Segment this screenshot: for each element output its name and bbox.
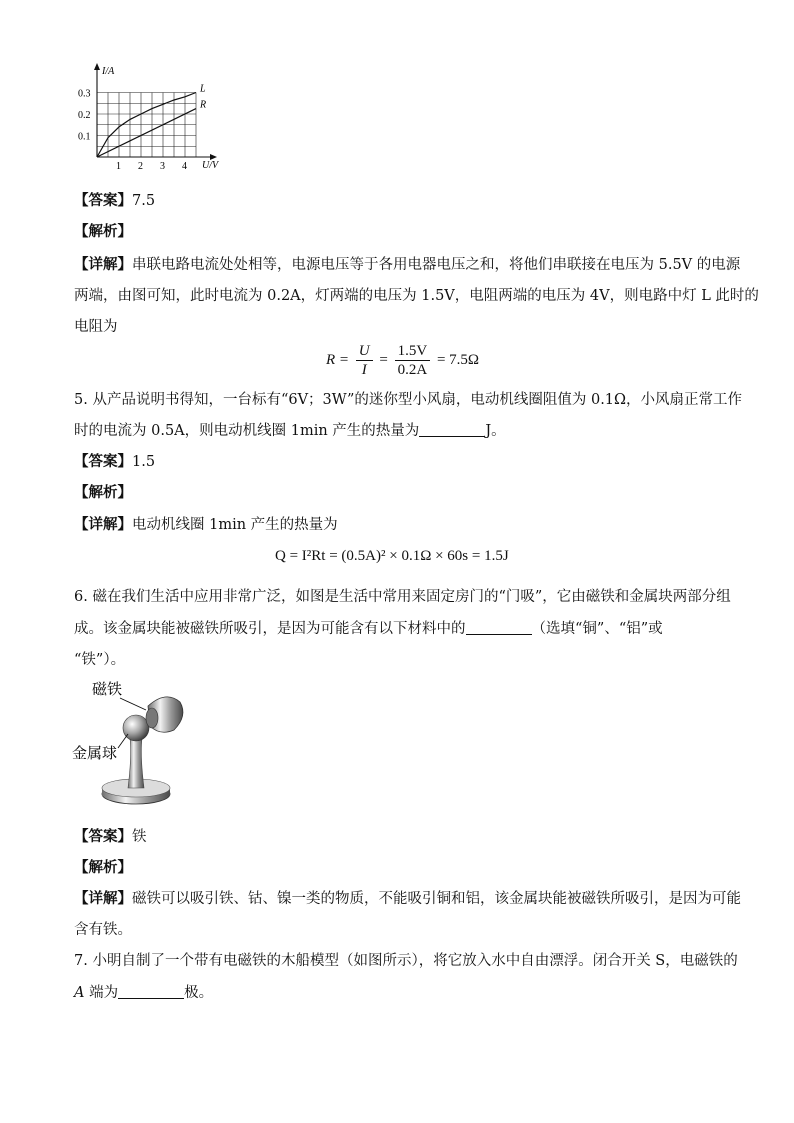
q6-answer: 【答案】铁: [74, 828, 147, 845]
stopper-stem: [128, 738, 144, 788]
q6-question-line2: 成。该金属块能被磁铁所吸引，是因为可能含有以下材料中的 （选填“铜”、“铝”或: [74, 621, 663, 637]
q4-detail-line1: 【详解】串联电路电流处处相等，电源电压等于各用电器电压之和，将他们串联接在电压为 5.5V 的电源: [74, 256, 741, 273]
q4-formula: R = $\frac{U}{I}$ = $\frac{1.5V}{0.2A}$ = 7.5Ω: [326, 343, 480, 378]
q5-answer: 【答案】1.5: [74, 453, 156, 470]
q6-question-line3: “铁”）。: [74, 652, 126, 668]
x-axis-label: U/V: [202, 160, 219, 171]
q5-blank: [419, 422, 485, 437]
q7-blank: [118, 984, 184, 999]
graph-grid: [97, 93, 196, 158]
x-tick-label: 3: [160, 161, 165, 172]
series-label-L: L: [200, 83, 206, 95]
q4-analysis: 【解析】: [74, 223, 132, 240]
label-metal-ball: 金属球: [72, 746, 118, 762]
iu-graph: [70, 60, 230, 175]
q6-blank: [466, 620, 532, 635]
q5-question-line2: 时的电流为 0.5A，则电动机线圈 1min 产生的热量为 J。: [74, 423, 506, 439]
q4-detail-line3: 电阻为: [74, 319, 118, 335]
y-axis-label: I/A: [102, 66, 115, 77]
series-line-R: [97, 109, 196, 157]
door-stopper-illustration: [70, 676, 200, 816]
q5-formula: Q = I²Rt = (0.5A)² × 0.1Ω × 60s = 1.5J: [275, 548, 509, 564]
metal-ball: [123, 715, 149, 741]
series-label-R: R: [200, 99, 207, 111]
y-tick-label: 0.2: [78, 110, 91, 121]
q4-answer: 【答案】7.5: [74, 192, 156, 209]
q6-analysis: 【解析】: [74, 859, 132, 876]
q6-detail-line1: 【详解】磁铁可以吸引铁、钴、镍一类的物质，不能吸引铜和铝，该金属块能被磁铁所吸引，是因为可能: [74, 890, 741, 907]
x-tick-label: 4: [182, 161, 187, 172]
x-tick-label: 2: [138, 161, 143, 172]
q6-detail-line2: 含有铁。: [74, 922, 132, 938]
q7-question-line1: 7. 小明自制了一个带有电磁铁的木船模型（如图所示），将它放入水中自由漂浮。闭合开关 S，电磁铁的: [74, 953, 738, 969]
y-axis-arrow: [94, 63, 100, 70]
q5-question-line1: 5. 从产品说明书得知，一台标有“6V；3W”的迷你型小风扇，电动机线圈阻值为 0.1Ω，小风扇正常工作: [74, 392, 743, 408]
x-tick-label: 1: [116, 161, 121, 172]
q7-question-line2: A 端为 极。: [74, 985, 214, 1001]
graph-axes: [94, 63, 217, 160]
q5-detail: 【详解】电动机线圈 1min 产生的热量为: [74, 516, 338, 533]
y-tick-label: 0.1: [78, 131, 91, 143]
q5-analysis: 【解析】: [74, 484, 132, 501]
label-magnet: 磁铁: [92, 682, 123, 698]
y-tick-label: 0.3: [78, 88, 91, 100]
q6-question-line1: 6. 磁在我们生活中应用非常广泛，如图是生活中常用来固定房门的“门吸”，它由磁铁和金属块两部分组: [74, 589, 731, 605]
q4-detail-line2: 两端，由图可知，此时电流为 0.2A，灯两端的电压为 1.5V，电阻两端的电压为 4V，则电路中灯 L 此时的: [74, 288, 759, 304]
